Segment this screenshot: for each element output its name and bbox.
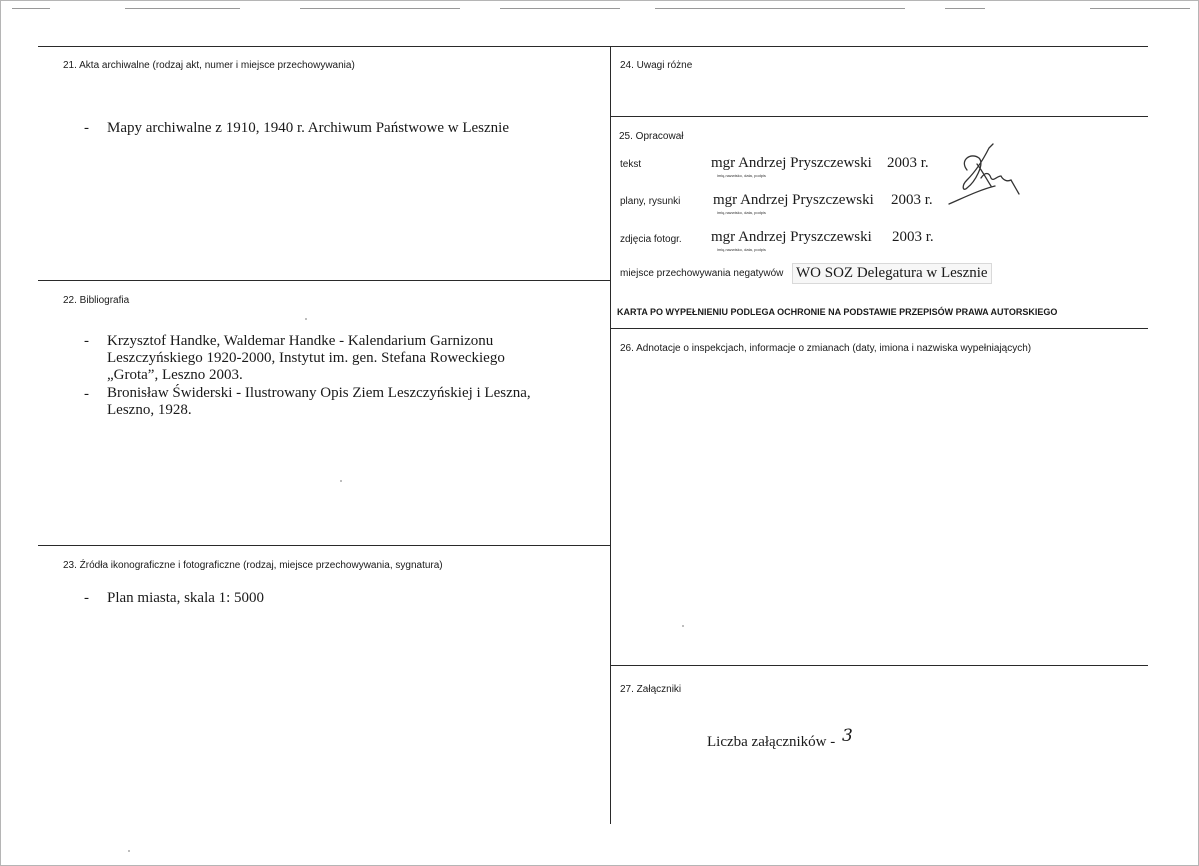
section-25-label: 25. Opracował	[619, 131, 684, 142]
author-name: mgr Andrzej Pryszczewski	[713, 192, 874, 208]
attachments-count: 3	[842, 726, 853, 746]
scan-mark	[125, 8, 240, 9]
list-marker: -	[84, 590, 89, 606]
list-marker: -	[84, 120, 89, 136]
section-21-label: 21. Akta archiwalne (rodzaj akt, numer i miejsce przechowywania)	[63, 60, 355, 71]
signature-mark	[945, 142, 1025, 212]
row-label-tekst: tekst	[620, 159, 642, 170]
divider-26-27	[610, 665, 1148, 666]
divider-21-22	[38, 280, 610, 281]
divider-25-26	[610, 328, 1148, 329]
scan-speck	[128, 850, 130, 852]
top-divider	[38, 46, 1148, 47]
copyright-note: KARTA PO WYPEŁNIENIU PODLEGA OCHRONIE NA PODSTAWIE PRZEPISÓW PRAWA AUTORSKIEGO	[617, 307, 1058, 317]
scan-mark	[12, 8, 50, 9]
scan-speck	[305, 318, 307, 320]
bibliography-item-1-line-3: „Grota”, Leszno 2003.	[107, 367, 243, 383]
archive-item: Mapy archiwalne z 1910, 1940 r. Archiwum Państwowe w Lesznie	[107, 120, 509, 136]
scan-mark	[500, 8, 620, 9]
divider-24-25	[610, 116, 1148, 117]
negatives-value-stamp: WO SOZ Delegatura w Lesznie	[792, 263, 992, 284]
row-label-plany: plany, rysunki	[620, 196, 681, 207]
author-year: 2003 r.	[887, 155, 929, 171]
bibliography-item-2-line-2: Leszno, 1928.	[107, 402, 192, 418]
signature-caption: imię,nazwisko, data, podpis	[717, 247, 766, 252]
section-27-label: 27. Załączniki	[620, 684, 682, 695]
attachments-label: Liczba załączników -	[707, 734, 836, 750]
section-22-label: 22. Bibliografia	[63, 295, 130, 306]
section-24-label: 24. Uwagi różne	[620, 60, 693, 71]
column-divider	[610, 46, 611, 824]
bibliography-item-2-line-1: Bronisław Świderski - Ilustrowany Opis Ziem Leszczyńskiej i Leszna,	[107, 385, 531, 401]
signature-caption: imię,nazwisko, data, podpis	[717, 210, 766, 215]
bibliography-item-1-line-1: Krzysztof Handke, Waldemar Handke - Kalendarium Garnizonu	[107, 333, 494, 349]
row-label-zdjecia: zdjęcia fotogr.	[620, 234, 682, 245]
author-name: mgr Andrzej Pryszczewski	[711, 229, 872, 245]
scan-mark	[1090, 8, 1190, 9]
list-marker: -	[84, 333, 89, 349]
scan-speck	[340, 480, 342, 482]
scan-mark	[655, 8, 905, 9]
scan-mark	[300, 8, 460, 9]
section-23-label: 23. Źródła ikonograficzne i fotograficzne (rodzaj, miejsce przechowywania, sygnatura)	[63, 560, 443, 571]
scan-mark	[945, 8, 985, 9]
section-26-label: 26. Adnotacje o inspekcjach, informacje o zmianach (daty, imiona i nazwiska wypełniających)	[620, 343, 1032, 354]
author-year: 2003 r.	[891, 192, 933, 208]
list-marker: -	[84, 386, 89, 402]
iconographic-item: Plan miasta, skala 1: 5000	[107, 590, 265, 606]
author-name: mgr Andrzej Pryszczewski	[711, 155, 872, 171]
divider-22-23	[38, 545, 610, 546]
scan-speck	[682, 625, 684, 627]
bibliography-item-1-line-2: Leszczyńskiego 1920-2000, Instytut im. gen. Stefana Roweckiego	[107, 350, 505, 366]
negatives-label: miejsce przechowywania negatywów	[620, 268, 784, 279]
signature-caption: imię,nazwisko, data, podpis	[717, 173, 766, 178]
author-year: 2003 r.	[892, 229, 934, 245]
